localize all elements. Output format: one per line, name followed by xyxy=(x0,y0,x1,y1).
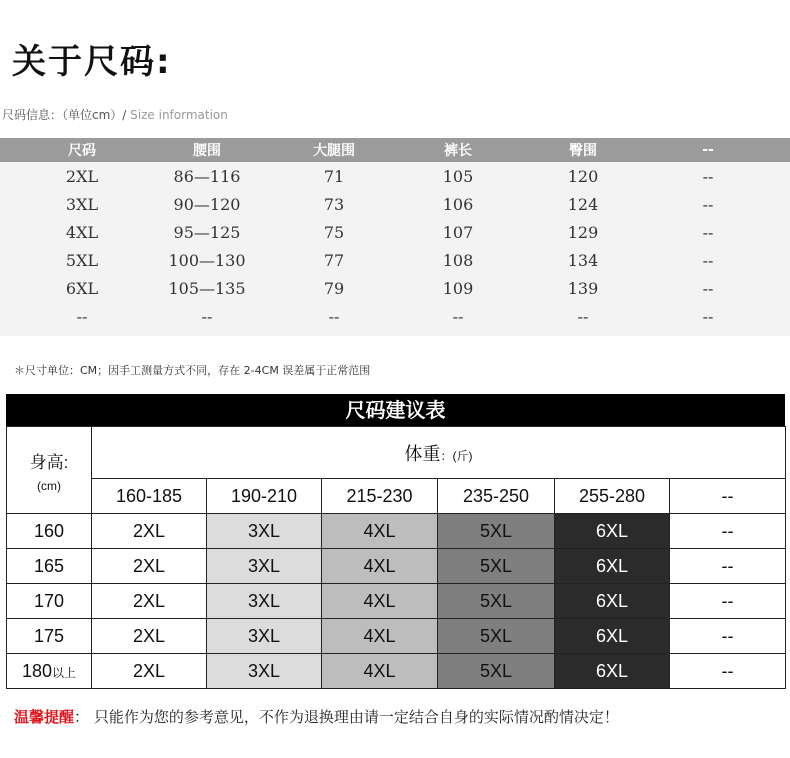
size-cell: -- xyxy=(670,654,786,689)
height-suffix: 以上 xyxy=(52,665,77,680)
weight-label: 体重 xyxy=(404,443,441,464)
spec-cell: -- xyxy=(201,306,213,326)
weight-ranges-row xyxy=(7,479,786,514)
spec-cell: 86—116 xyxy=(173,166,241,186)
size-cell: -- xyxy=(670,514,786,549)
spec-table-row xyxy=(0,218,790,246)
size-cell: 6XL xyxy=(555,514,670,549)
reminder-label: 温馨提醒 xyxy=(14,708,75,726)
spec-header-cell: 腰围 xyxy=(193,143,221,159)
size-cell: 2XL xyxy=(92,654,207,689)
size-cell: 6XL xyxy=(555,549,670,584)
height-value-cell xyxy=(7,619,92,654)
spec-cell: 73 xyxy=(323,194,345,214)
size-cell: 6XL xyxy=(555,584,670,619)
size-info-label xyxy=(2,106,228,123)
weight-range-cell: 255-280 xyxy=(555,479,670,514)
page-title: 关于尺码: xyxy=(12,42,172,82)
size-cell: 2XL xyxy=(92,549,207,584)
spec-cell: 100—130 xyxy=(168,250,246,270)
spec-cell: -- xyxy=(452,306,464,326)
recommendation-title: 尺码建议表 xyxy=(6,394,785,426)
spec-cell: 2XL xyxy=(65,166,99,186)
recommendation-grid xyxy=(6,426,786,689)
size-cell: 2XL xyxy=(92,514,207,549)
size-cell: 2XL xyxy=(92,619,207,654)
spec-cell: -- xyxy=(702,222,714,242)
reminder-text: 只能作为您的参考意见，不作为退换理由请一定结合自身的实际情况酌情决定！ xyxy=(93,708,619,726)
spec-cell: -- xyxy=(577,306,589,326)
spec-table-row xyxy=(0,274,790,302)
size-cell: 6XL xyxy=(555,619,670,654)
size-cell: 5XL xyxy=(438,514,555,549)
height-label: 身高: xyxy=(29,452,69,472)
recommendation-row xyxy=(7,514,786,549)
spec-cell: 120 xyxy=(567,166,599,186)
spec-header-cell: 臀围 xyxy=(569,143,597,159)
size-cell: -- xyxy=(670,619,786,654)
weight-header-cell xyxy=(92,427,786,479)
spec-cell: 6XL xyxy=(65,278,99,298)
height-value: 160 xyxy=(33,520,65,541)
spec-cell: 95—125 xyxy=(173,222,241,242)
spec-cell: 105 xyxy=(442,166,474,186)
size-cell: 3XL xyxy=(207,549,322,584)
size-cell: 3XL xyxy=(207,584,322,619)
spec-header-cell: 裤长 xyxy=(444,143,472,159)
spec-cell: 79 xyxy=(323,278,345,298)
spec-header-cell: -- xyxy=(702,142,714,158)
height-value: 170 xyxy=(33,590,65,611)
spec-cell: -- xyxy=(702,278,714,298)
spec-header-cell: 尺码 xyxy=(68,143,96,159)
spec-cell: -- xyxy=(76,306,88,326)
height-unit: (cm) xyxy=(37,478,61,493)
spec-cell: 139 xyxy=(567,278,599,298)
size-cell: 3XL xyxy=(207,654,322,689)
weight-range-cell: -- xyxy=(670,479,786,514)
height-value-cell xyxy=(7,654,92,689)
spec-cell: -- xyxy=(328,306,340,326)
spec-cell: 3XL xyxy=(65,194,99,214)
reminder-tip xyxy=(14,706,619,727)
recommendation-row xyxy=(7,584,786,619)
weight-range-cell: 190-210 xyxy=(207,479,322,514)
weight-range-cell: 160-185 xyxy=(92,479,207,514)
spec-cell: 107 xyxy=(442,222,474,242)
size-spec-table xyxy=(0,138,790,336)
weight-range-cell: 235-250 xyxy=(438,479,555,514)
spec-cell: 90—120 xyxy=(173,194,241,214)
spec-cell: 5XL xyxy=(65,250,99,270)
spec-table-row xyxy=(0,246,790,274)
height-value-cell xyxy=(7,549,92,584)
spec-cell: 134 xyxy=(567,250,599,270)
spec-cell: 108 xyxy=(442,250,474,270)
weight-unit: ：(斤) xyxy=(440,448,473,463)
spec-cell: 129 xyxy=(567,222,599,242)
height-value: 175 xyxy=(33,625,65,646)
recommendation-row xyxy=(7,654,786,689)
size-cell: 4XL xyxy=(322,584,438,619)
height-header-cell xyxy=(7,427,92,514)
spec-header-cell: 大腿围 xyxy=(313,143,355,159)
size-cell: 4XL xyxy=(322,549,438,584)
size-cell: -- xyxy=(670,584,786,619)
spec-table-row xyxy=(0,162,790,190)
recommendation-row xyxy=(7,549,786,584)
size-cell: 4XL xyxy=(322,514,438,549)
spec-table-row xyxy=(0,190,790,218)
spec-cell: 71 xyxy=(323,166,345,186)
spec-cell: -- xyxy=(702,306,714,326)
spec-cell: -- xyxy=(702,250,714,270)
measurement-note: ＊尺寸单位：CM；因手工测量方式不同，存在 2-4CM 误差属于正常范围 xyxy=(14,364,371,377)
spec-cell: 4XL xyxy=(65,222,99,242)
reminder-sep: ： xyxy=(74,708,90,726)
size-cell: 5XL xyxy=(438,654,555,689)
height-value-cell xyxy=(7,584,92,619)
spec-cell: 109 xyxy=(442,278,474,298)
size-cell: 5XL xyxy=(438,584,555,619)
size-cell: 2XL xyxy=(92,584,207,619)
size-cell: 5XL xyxy=(438,549,555,584)
spec-table-header xyxy=(0,138,790,162)
size-info-cn: 尺码信息：（单位cm）/ xyxy=(2,108,127,122)
spec-cell: 77 xyxy=(323,250,345,270)
height-value-cell xyxy=(7,514,92,549)
spec-cell: -- xyxy=(702,166,714,186)
size-cell: 5XL xyxy=(438,619,555,654)
size-recommendation-table xyxy=(6,394,785,688)
spec-cell: 124 xyxy=(567,194,599,214)
spec-cell: 106 xyxy=(442,194,474,214)
size-cell: 3XL xyxy=(207,514,322,549)
spec-cell: 105—135 xyxy=(168,278,246,298)
size-cell: 3XL xyxy=(207,619,322,654)
size-cell: 4XL xyxy=(322,654,438,689)
weight-range-cell: 215-230 xyxy=(322,479,438,514)
size-cell: 6XL xyxy=(555,654,670,689)
size-cell: -- xyxy=(670,549,786,584)
spec-cell: -- xyxy=(702,194,714,214)
spec-cell: 75 xyxy=(323,222,345,242)
size-info-en: Size information xyxy=(126,108,228,122)
size-cell: 4XL xyxy=(322,619,438,654)
spec-table-row xyxy=(0,302,790,330)
height-value: 180 xyxy=(21,660,53,681)
height-value: 165 xyxy=(33,555,65,576)
recommendation-row xyxy=(7,619,786,654)
